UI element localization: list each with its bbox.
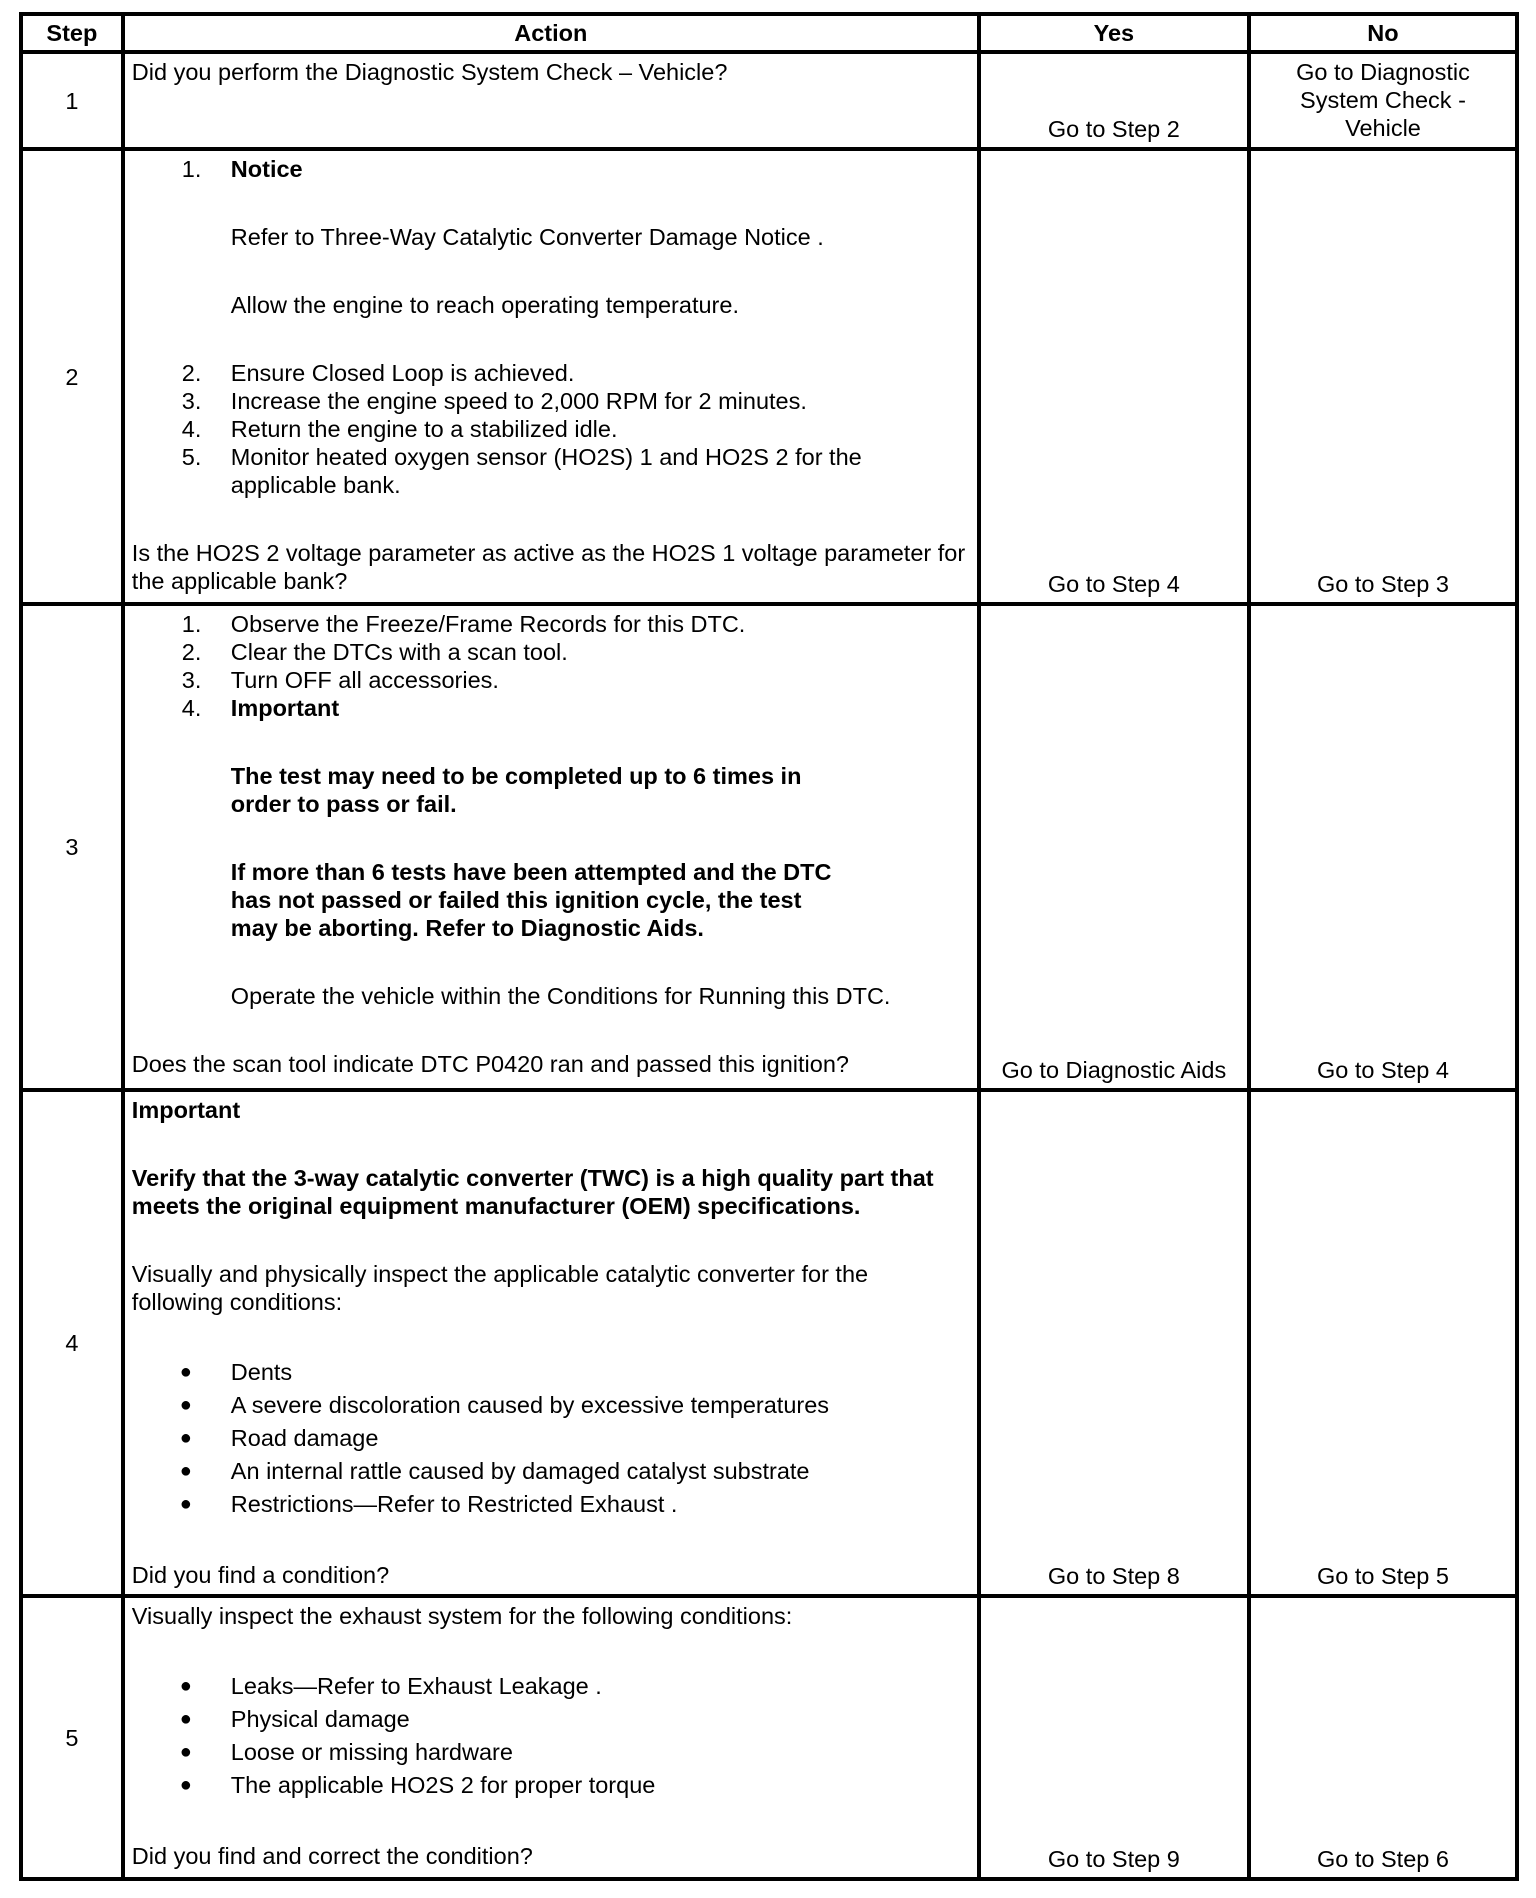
list-item [132, 155, 969, 183]
bullet-text: The applicable HO2S 2 for proper torque [230, 1772, 656, 1798]
bullet-icon: ● [179, 1774, 192, 1796]
item-number: 4. [181, 695, 202, 721]
yes-cell: Go to Step 4 [979, 149, 1249, 604]
action-cell [123, 149, 979, 604]
list-item [132, 415, 969, 443]
bullet-text: Road damage [230, 1425, 379, 1451]
header-no: No [1249, 14, 1517, 52]
notice-text: Refer to Three-Way Catalytic Converter Damage Notice . [230, 224, 824, 250]
bullet-icon: ● [179, 1427, 192, 1449]
bullet-item [132, 1455, 969, 1488]
table-row [21, 1090, 1517, 1596]
step-number: 1 [21, 52, 123, 149]
no-cell: Go to Step 4 [1249, 604, 1517, 1090]
action-cell [123, 52, 979, 149]
bullet-icon: ● [179, 1741, 192, 1763]
item-number: 3. [181, 667, 202, 693]
header-step: Step [21, 14, 123, 52]
item-text: Clear the DTCs with a scan tool. [230, 639, 568, 665]
bullet-item [132, 1422, 969, 1455]
step-question: Does the scan tool indicate DTC P0420 ran and passed this ignition? [131, 1051, 849, 1077]
item-text: Increase the engine speed to 2,000 RPM for 2 minutes. [230, 388, 807, 414]
step-number: 2 [21, 149, 123, 604]
bullet-text: Loose or missing hardware [230, 1739, 513, 1765]
yes-cell: Go to Step 9 [979, 1596, 1249, 1879]
header-yes: Yes [979, 14, 1249, 52]
step-question: Did you find a condition? [131, 1562, 390, 1588]
table-row [21, 604, 1517, 1090]
bullet-item [132, 1670, 969, 1703]
list-item [132, 666, 969, 694]
action-cell [123, 604, 979, 1090]
list-item [132, 359, 969, 387]
bullet-icon: ● [179, 1361, 192, 1383]
step-number: 4 [21, 1090, 123, 1596]
step-number: 3 [21, 604, 123, 1090]
header-action: Action [123, 14, 979, 52]
bullet-text: Dents [230, 1359, 293, 1385]
no-cell: Go to Step 5 [1249, 1090, 1517, 1596]
item-text: Allow the engine to reach operating temperature. [230, 292, 739, 318]
important-text: Verify that the 3-way catalytic converter (TWC) is a high quality part that meets the original equipment manufacturer (OEM) specifications. [131, 1165, 934, 1219]
bullet-icon: ● [179, 1708, 192, 1730]
bullet-text: Leaks—Refer to Exhaust Leakage . [230, 1673, 602, 1699]
item-text: Return the engine to a stabilized idle. [230, 416, 618, 442]
bullet-icon: ● [179, 1493, 192, 1515]
item-text: Monitor heated oxygen sensor (HO2S) 1 and HO2S 2 for the applicable bank. [230, 444, 862, 498]
no-line: Vehicle [1345, 115, 1421, 141]
table-row [21, 52, 1517, 149]
bullet-icon: ● [179, 1394, 192, 1416]
item-text: Observe the Freeze/Frame Records for this DTC. [230, 611, 746, 637]
bullet-item [132, 1736, 969, 1769]
list-item [132, 694, 969, 722]
bullet-item [132, 1356, 969, 1389]
item-number: 5. [181, 444, 202, 470]
item-text: Operate the vehicle within the Conditions for Running this DTC. [230, 983, 891, 1009]
no-cell: Go to Step 3 [1249, 149, 1517, 604]
important-title: Important [131, 1097, 241, 1123]
item-number: 3. [181, 388, 202, 414]
intro-text: Visually and physically inspect the applicable catalytic converter for the following conditions: [131, 1261, 869, 1315]
list-item [132, 610, 969, 638]
intro-text: Visually inspect the exhaust system for the following conditions: [131, 1603, 793, 1629]
no-cell: Go to Step 6 [1249, 1596, 1517, 1879]
no-cell [1249, 52, 1517, 149]
yes-cell: Go to Step 8 [979, 1090, 1249, 1596]
step-question: Did you perform the Diagnostic System Check – Vehicle? [131, 59, 728, 85]
list-item [132, 387, 969, 415]
notice-title: Notice [230, 156, 303, 182]
item-number: 1. [181, 156, 202, 182]
table-row [21, 1596, 1517, 1879]
bullet-text: Restrictions—Refer to Restricted Exhaust . [230, 1491, 678, 1517]
bullet-text: Physical damage [230, 1706, 410, 1732]
important-text: The test may need to be completed up to 6 times in order to pass or fail. [230, 763, 802, 817]
bullet-item [132, 1488, 969, 1521]
step-question: Is the HO2S 2 voltage parameter as active as the HO2S 1 voltage parameter for the applicable bank? [131, 540, 966, 594]
bullet-text: An internal rattle caused by damaged catalyst substrate [230, 1458, 810, 1484]
step-number: 5 [21, 1596, 123, 1879]
item-text: Turn OFF all accessories. [230, 667, 499, 693]
table-row [21, 149, 1517, 604]
item-number: 2. [181, 639, 202, 665]
action-cell [123, 1596, 979, 1879]
bullet-icon: ● [179, 1675, 192, 1697]
item-number: 1. [181, 611, 202, 637]
no-line: Go to Diagnostic [1296, 59, 1470, 85]
bullet-icon: ● [179, 1460, 192, 1482]
bullet-text: A severe discoloration caused by excessive temperatures [230, 1392, 830, 1418]
important-title: Important [230, 695, 340, 721]
no-line: System Check - [1300, 87, 1466, 113]
bullet-item [132, 1769, 969, 1802]
action-cell [123, 1090, 979, 1596]
list-item [132, 443, 969, 499]
diagnostic-table [19, 12, 1519, 1881]
item-text: Ensure Closed Loop is achieved. [230, 360, 575, 386]
list-item [132, 638, 969, 666]
bullet-item [132, 1389, 969, 1422]
important-text: If more than 6 tests have been attempted and the DTC has not passed or failed this ignition cycle, the test may be aborting. Refer to Diagnostic Aids. [230, 859, 832, 941]
yes-cell: Go to Step 2 [979, 52, 1249, 149]
header-row [21, 14, 1517, 52]
item-number: 4. [181, 416, 202, 442]
yes-cell: Go to Diagnostic Aids [979, 604, 1249, 1090]
item-number: 2. [181, 360, 202, 386]
bullet-item [132, 1703, 969, 1736]
step-question: Did you find and correct the condition? [131, 1843, 533, 1869]
